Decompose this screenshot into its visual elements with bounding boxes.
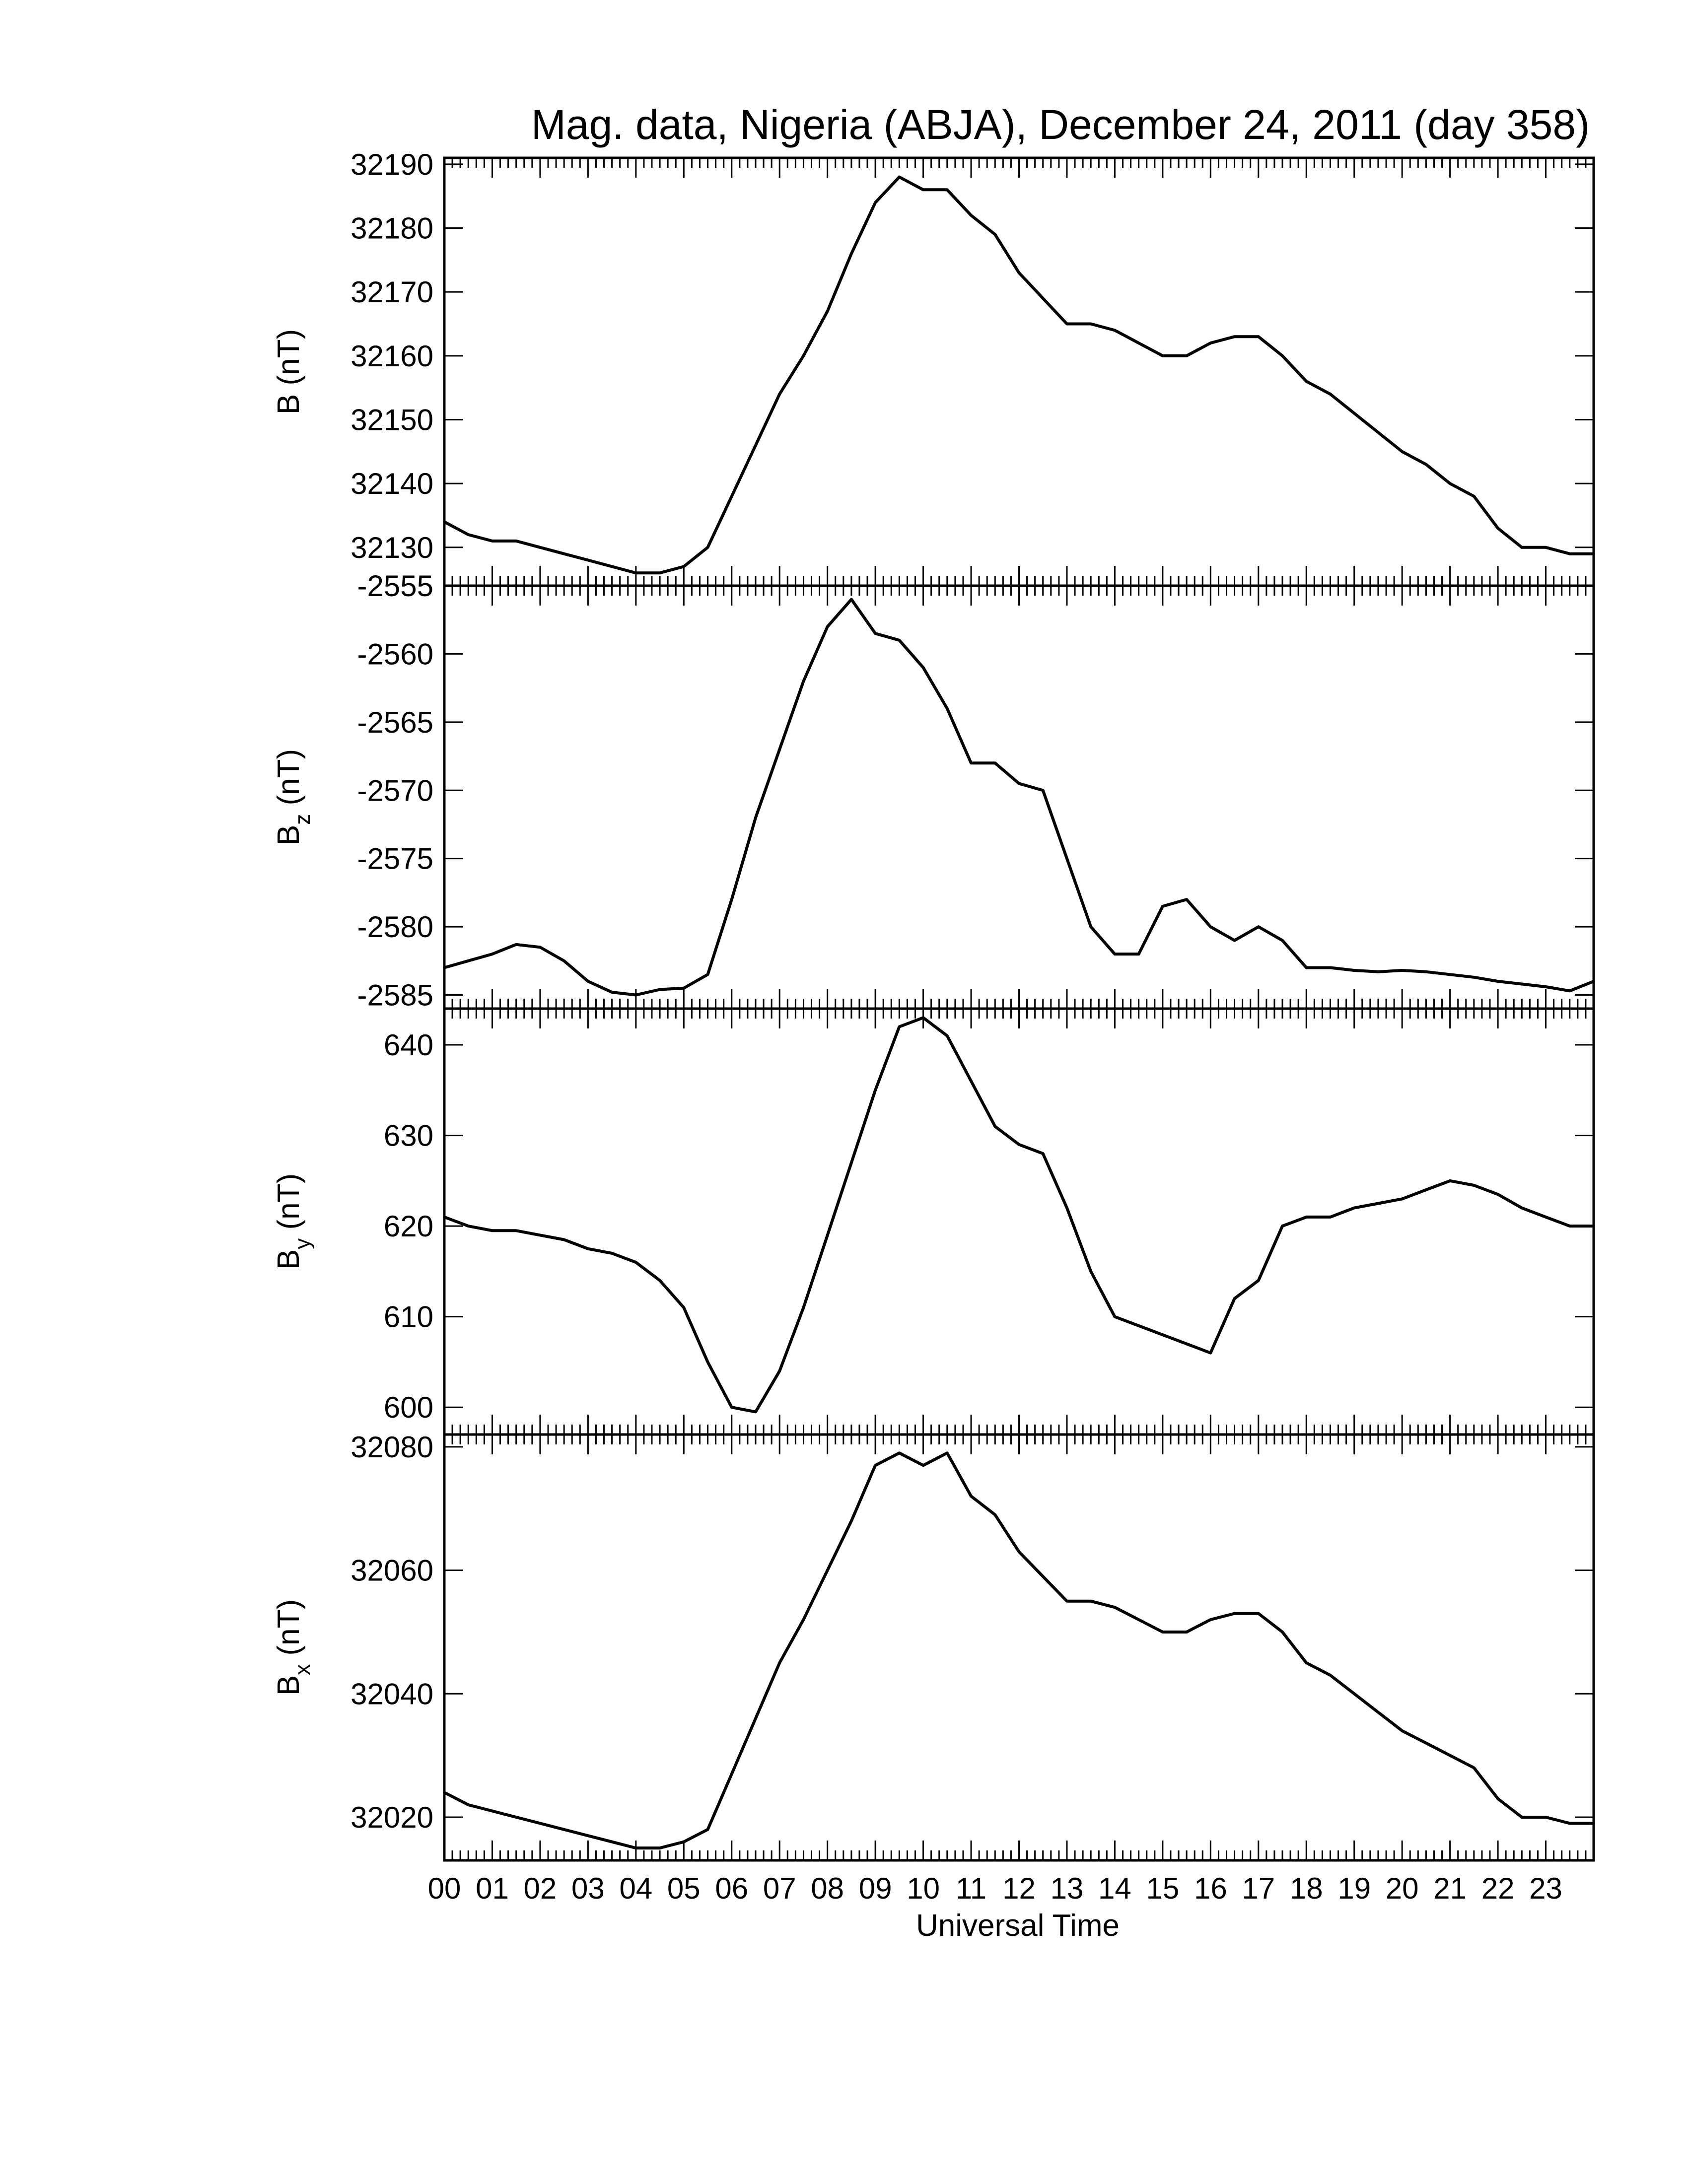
y-tick-label: 32190 xyxy=(351,147,433,181)
x-axis-label: Universal Time xyxy=(916,1909,1120,1943)
x-tick-label: 00 xyxy=(427,1872,461,1905)
y-axis-label-By xyxy=(272,1173,315,1270)
x-tick-label: 06 xyxy=(715,1872,749,1905)
y-tick-label: 32060 xyxy=(351,1554,433,1587)
y-label-main: B xyxy=(272,1249,306,1270)
y-tick-label: 620 xyxy=(383,1210,433,1243)
x-tick-label: 20 xyxy=(1385,1872,1419,1905)
y-tick-label: 640 xyxy=(383,1028,433,1062)
y-axis-label-Bz xyxy=(272,749,315,845)
panel-B xyxy=(272,148,1594,586)
panel-frame-B xyxy=(444,158,1594,586)
y-label-unit: (nT) xyxy=(272,329,306,394)
y-tick-label: 32020 xyxy=(351,1800,433,1834)
series-line-Bz xyxy=(444,600,1594,995)
y-tick-label: 32040 xyxy=(351,1677,433,1711)
y-tick-label: -2555 xyxy=(357,569,433,603)
y-tick-label: -2560 xyxy=(357,637,433,671)
x-tick-label: 07 xyxy=(763,1872,796,1905)
panel-group xyxy=(272,148,1594,1905)
panel-Bx xyxy=(272,1431,1594,1860)
y-tick-label: 610 xyxy=(383,1300,433,1334)
y-tick-label: 32080 xyxy=(351,1430,433,1464)
x-tick-label: 12 xyxy=(1002,1872,1036,1905)
chart-title: Mag. data, Nigeria (ABJA), December 24, 2011 (day 358) xyxy=(531,101,1590,148)
x-tick-label: 23 xyxy=(1529,1872,1562,1905)
y-tick-label: 32150 xyxy=(351,403,433,437)
x-tick-label: 14 xyxy=(1098,1872,1131,1905)
y-label-main: B xyxy=(272,1675,306,1696)
x-tick-label: 01 xyxy=(476,1872,509,1905)
y-axis-label-B xyxy=(272,329,306,414)
y-label-subscript: z xyxy=(290,814,315,825)
y-tick-label: 630 xyxy=(383,1119,433,1153)
series-line-By xyxy=(444,1018,1594,1412)
x-tick-label: 02 xyxy=(523,1872,557,1905)
panel-By xyxy=(272,1009,1594,1434)
x-tick-label: 18 xyxy=(1289,1872,1323,1905)
y-tick-label: 32130 xyxy=(351,531,433,564)
panel-frame-By xyxy=(444,1009,1594,1434)
x-tick-label: 17 xyxy=(1242,1872,1275,1905)
y-tick-label: -2580 xyxy=(357,910,433,944)
x-tick-label: 19 xyxy=(1337,1872,1371,1905)
y-tick-label: -2570 xyxy=(357,774,433,808)
panel-Bz xyxy=(272,569,1594,1012)
y-label-main: B xyxy=(272,824,306,846)
y-tick-label: 32170 xyxy=(351,275,433,309)
panel-frame-Bz xyxy=(444,586,1594,1009)
y-tick-label: 32160 xyxy=(351,339,433,373)
x-tick-label: 22 xyxy=(1481,1872,1515,1905)
y-label-unit: (nT) xyxy=(272,749,306,814)
y-label-unit: (nT) xyxy=(272,1173,306,1238)
y-tick-label: -2575 xyxy=(357,842,433,876)
y-label-main: B xyxy=(272,394,306,415)
y-tick-label: -2585 xyxy=(357,978,433,1012)
series-line-B xyxy=(444,177,1594,573)
x-tick-label: 16 xyxy=(1194,1872,1227,1905)
x-tick-label: 09 xyxy=(858,1872,892,1905)
x-tick-label: 10 xyxy=(907,1872,940,1905)
y-label-unit: (nT) xyxy=(272,1599,306,1664)
x-tick-label: 04 xyxy=(619,1872,653,1905)
y-tick-label: 600 xyxy=(383,1391,433,1425)
y-tick-label: 32180 xyxy=(351,211,433,245)
x-tick-label: 13 xyxy=(1050,1872,1084,1905)
y-tick-label: 32140 xyxy=(351,467,433,501)
x-tick-label: 08 xyxy=(811,1872,844,1905)
x-tick-label: 15 xyxy=(1146,1872,1180,1905)
y-tick-label: -2565 xyxy=(357,705,433,739)
y-label-subscript: y xyxy=(290,1238,315,1249)
x-tick-label: 03 xyxy=(571,1872,605,1905)
y-axis-label-Bx xyxy=(272,1599,315,1696)
panel-frame-Bx xyxy=(444,1434,1594,1860)
x-tick-label: 11 xyxy=(955,1872,987,1905)
x-tick-label: 05 xyxy=(667,1872,701,1905)
x-tick-label: 21 xyxy=(1433,1872,1467,1905)
y-label-subscript: x xyxy=(290,1664,315,1675)
series-line-Bx xyxy=(444,1453,1594,1848)
